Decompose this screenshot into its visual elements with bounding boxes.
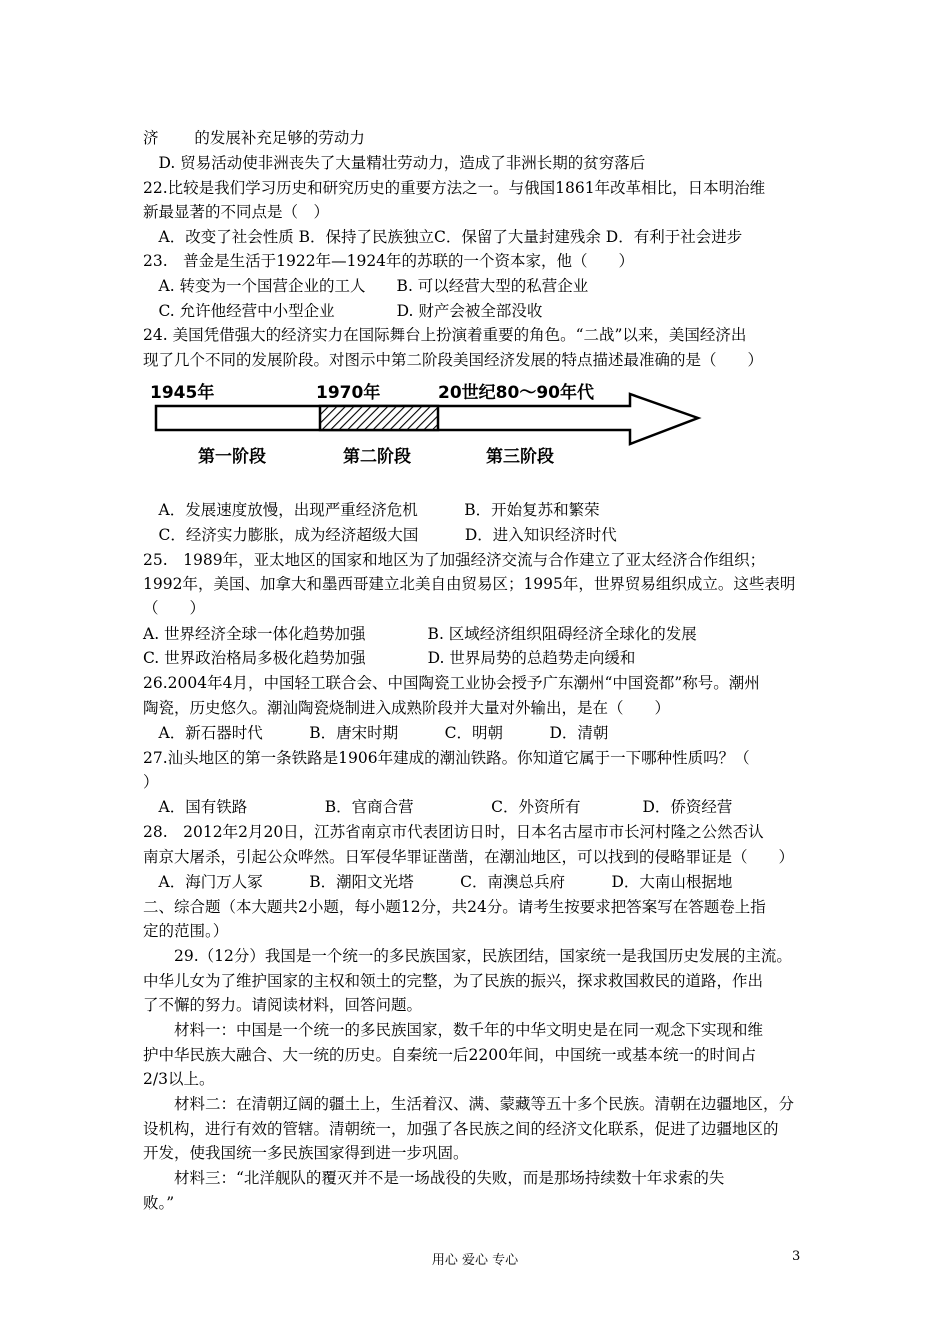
text-line: D. 贸易活动使非洲丧失了大量精壮劳动力，造成了非洲长期的贫穷落后 [143,154,646,172]
text-line: 22.比较是我们学习历史和研究历史的重要方法之一。与俄国1861年改革相比，日本明治维 [143,179,766,197]
text-line: 材料三：“北洋舰队的覆灭并不是一场战役的失败，而是那场持续数十年求索的失 [143,1169,725,1187]
year-1980s-label: 20世纪80～90年代 [438,383,594,403]
text-line: 新最显著的不同点是（ ） [143,203,330,221]
text-line: 护中华民族大融合、大一统的历史。自秦统一后2200年间，中国统一或基本统一的时间占 [143,1046,756,1064]
text-line: A. 转变为一个国营企业的工人 B. 可以经营大型的私营企业 [143,277,589,295]
text-line: 济 的发展补充足够的劳动力 [143,129,365,147]
stage3-label: 第三阶段 [486,447,554,467]
text-line: A．新石器时代 B．唐宋时期 C．明朝 D．清朝 [143,724,609,742]
text-line: 现了几个不同的发展阶段。对图示中第二阶段美国经济发展的特点描述最准确的是（ ） [143,351,764,369]
text-line: 定的范围。） [143,922,229,940]
text-line: A．改变了社会性质 B．保持了民族独立C．保留了大量封建残余 D．有利于社会进步 [143,228,743,246]
text-line: 材料一：中国是一个统一的多民族国家，数千年的中华文明史是在同一观念下实现和维 [143,1021,764,1039]
text-line: 了不懈的努力。请阅读材料，回答问题。 [143,996,423,1014]
text-line: 23. 普金是生活于1922年—1924年的苏联的一个资本家，他（ ） [143,252,635,270]
stage2-label: 第二阶段 [343,447,411,467]
text-line: 二、综合题（本大题共2小题，每小题12分，共24分。请考生按要求把答案写在答题卷上指 [143,898,766,916]
text-line: C．经济实力膨胀，成为经济超级大国 D．进入知识经济时代 [143,526,617,544]
text-line: C. 世界政治格局多极化趋势加强 D. 世界局势的总趋势走向缓和 [143,649,636,667]
stage1-label: 第一阶段 [198,447,266,467]
text-line: ） [143,773,159,791]
text-line: 27.汕头地区的第一条铁路是1906年建成的潮汕铁路。你知道它属于一下哪种性质吗？（ [143,749,750,767]
footer-slogan: 用心 爱心 专心 [431,1253,519,1268]
text-line: 26.2004年4月，中国轻工联合会、中国陶瓷工业协会授予广东潮州“中国瓷都”称号。潮州 [143,674,760,692]
year-1945-label: 1945年 [150,383,215,403]
page-number: 3 [792,1249,801,1264]
text-line: 设机构，进行有效的管辖。清朝统一，加强了各民族之间的经济文化联系，促进了边疆地区的 [143,1120,779,1138]
year-1970-label: 1970年 [316,383,381,403]
text-line: 2/3以上。 [143,1070,215,1088]
text-line: 28. 2012年2月20日，江苏省南京市代表团访日时，日本名古屋市市长河村隆之公然否认 [143,823,764,841]
text-line: 中华儿女为了维护国家的主权和领土的完整，为了民族的振兴，探求救国救民的道路，作出 [143,972,764,990]
text-line: 陶瓷，历史悠久。潮汕陶瓷烧制进入成熟阶段并大量对外输出，是在（ ） [143,699,671,717]
timeline-diagram [150,372,710,472]
text-line: A．海门万人冢 B．潮阳文光塔 C．南澳总兵府 D．大南山根据地 [143,873,733,891]
text-line: 25. 1989年，亚太地区的国家和地区为了加强经济交流与合作建立了亚太经济合作组织； [143,551,766,569]
text-line: A. 世界经济全球一体化趋势加强 B. 区域经济组织阻碍经济全球化的发展 [143,625,697,643]
text-line: （ ） [143,599,206,617]
text-line: 南京大屠杀，引起公众哗然。日军侵华罪证凿凿，在潮汕地区，可以找到的侵略罪证是（ ） [143,848,795,866]
text-line: A．国有铁路 B．官商合营 C．外资所有 D．侨资经营 [143,798,733,816]
text-line: 材料二：在清朝辽阔的疆土上，生活着汉、满、蒙藏等五十多个民族。清朝在边疆地区，分 [143,1095,795,1113]
text-line: C. 允许他经营中小型企业 D. 财产会被全部没收 [143,302,543,320]
text-line: A．发展速度放慢，出现严重经济危机 B．开始复苏和繁荣 [143,501,600,519]
text-line: 29.（12分）我国是一个统一的多民族国家，民族团结，国家统一是我国历史发展的主流。 [143,947,792,965]
stage2-hatched-segment [320,406,438,430]
text-line: 1992年，美国、加拿大和墨西哥建立北美自由贸易区；1995年，世界贸易组织成立。这些表明 [143,575,796,593]
text-line: 开发，使我国统一多民族国家得到进一步巩固。 [143,1144,469,1162]
text-line: 24. 美国凭借强大的经济实力在国际舞台上扮演着重要的角色。“二战”以来，美国经济出 [143,326,747,344]
text-line: 败。” [143,1194,175,1212]
